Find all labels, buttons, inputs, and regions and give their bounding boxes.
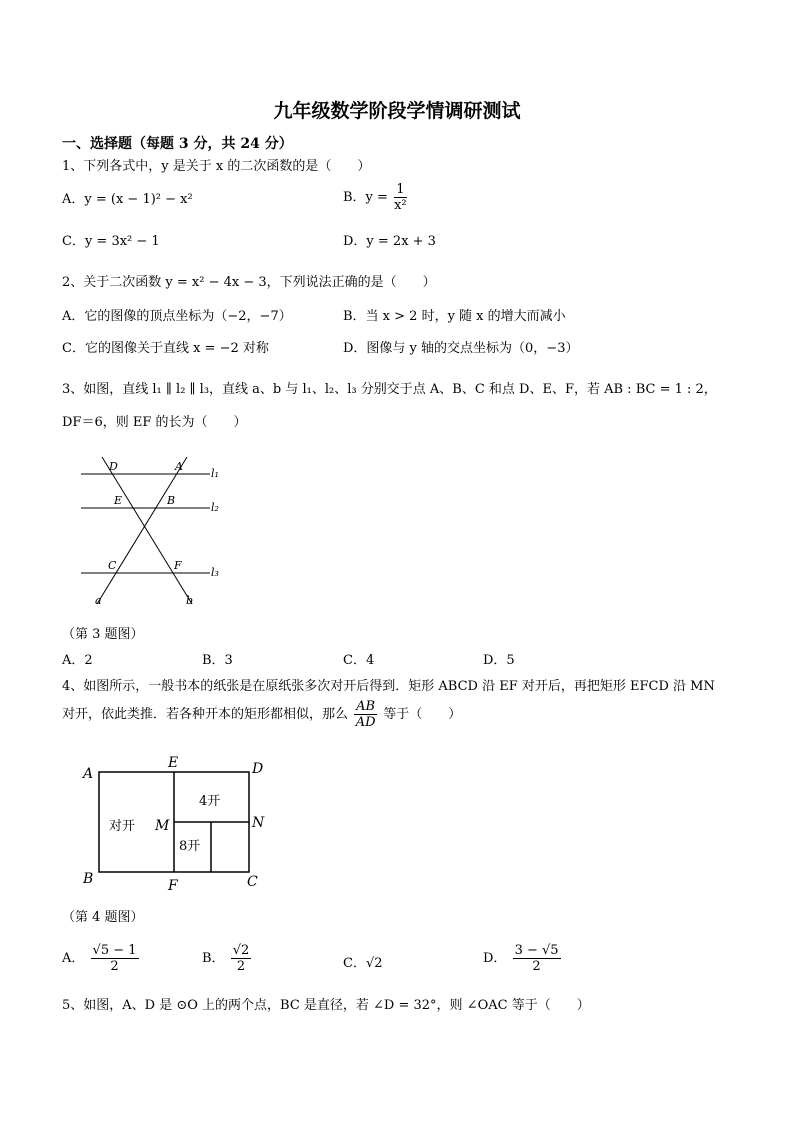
fig3-label-f: F (174, 559, 182, 572)
q1-stem: 1、下列各式中，y 是关于 x 的二次函数的是（ ） (62, 159, 371, 174)
fig4-label-m: M (155, 818, 170, 834)
fig4-label-a: A (83, 766, 94, 782)
fig3-label-l2: l₂ (211, 501, 219, 514)
q4-b-fraction (231, 943, 252, 974)
q4-stem-fraction (354, 699, 377, 730)
q3-caption: （第 3 题图） (62, 627, 144, 642)
fig4-label-e: E (168, 755, 179, 771)
q4-frac-numerator: AB (356, 699, 376, 714)
line-a (97, 457, 187, 604)
q4-a-label: A． (62, 951, 85, 966)
q3-stem-line2: DF＝6，则 EF 的长为（ ） (62, 415, 247, 430)
q1-option-c: C．y = 3x² − 1 (62, 234, 160, 249)
section-heading: 一、选择题（每题 3 分，共 24 分） (62, 136, 293, 152)
q4-b-label: B． (202, 951, 225, 966)
q3-option-d: D．5 (483, 653, 515, 668)
fig4-label-n: N (252, 815, 265, 831)
q4-b-numerator: √2 (232, 943, 250, 958)
q4-option-a (62, 943, 141, 974)
q4-a-numerator: √5 − 1 (92, 943, 137, 958)
q4-caption: （第 4 题图） (62, 910, 144, 925)
q4-a-fraction (91, 943, 139, 974)
fig4-label-f: F (168, 878, 178, 894)
q1-option-b-fraction (394, 182, 407, 213)
q1-option-d: D．y = 2x + 3 (343, 234, 436, 249)
page-title: 九年级数学阶段学情调研测试 (273, 100, 521, 122)
q2-option-c: C．它的图像关于直线 x = −2 对称 (62, 341, 269, 356)
q2-option-d: D．图像与 y 轴的交点坐标为（0，−3） (343, 341, 579, 356)
fig3-label-b: B (167, 494, 176, 507)
q4-a-denominator: 2 (110, 959, 119, 974)
q1-option-b-prefix: B．y = (343, 190, 388, 205)
fig4-label-d: D (252, 761, 264, 777)
q1-b-numerator: 1 (394, 182, 407, 198)
fig3-label-a-line: a (95, 594, 102, 607)
fig4-label-b: B (83, 871, 94, 887)
q1-option-b (343, 182, 409, 213)
q3-option-c: C．4 (343, 653, 375, 668)
q4-option-d (483, 943, 563, 974)
q4-stem-line2 (62, 699, 461, 730)
fig3-label-a: A (175, 460, 183, 473)
fig4-half: 对开 (109, 819, 136, 834)
q1-b-denominator: x² (394, 198, 407, 213)
q3-figure (75, 452, 235, 612)
fig3-label-e: E (114, 494, 123, 507)
q4-stem-post: 等于（ ） (383, 707, 462, 722)
q2-option-b: B．当 x > 2 时，y 随 x 的增大而减小 (343, 309, 566, 324)
q2-stem: 2、关于二次函数 y = x² − 4x − 3，下列说法正确的是（ ） (62, 275, 436, 290)
q4-frac-denominator: AD (355, 715, 376, 730)
q3-option-b: B．3 (202, 653, 233, 668)
q4-b-denominator: 2 (236, 959, 246, 974)
fig3-label-b-line: b (186, 594, 194, 607)
q5-stem: 5、如图，A、D 是 ⊙O 上的两个点，BC 是直径，若 ∠D = 32°，则 ∠OAC 等于（ ） (62, 998, 590, 1013)
q4-d-fraction (513, 943, 561, 974)
q4-d-label: D． (483, 951, 507, 966)
fig4-eight: 8开 (179, 839, 201, 854)
q4-d-denominator: 2 (532, 959, 541, 974)
q2-option-a: A．它的图像的顶点坐标为（−2，−7） (62, 309, 292, 324)
q4-stem-pre: 对开，依此类推．若各种开本的矩形都相似，那么 (62, 707, 349, 722)
fig4-label-c: C (247, 874, 258, 890)
q4-option-b (202, 943, 253, 974)
fig3-label-l3: l₃ (211, 566, 219, 579)
q3-stem-line1: 3、如图，直线 l₁ ∥ l₂ ∥ l₃，直线 a、b 与 l₁、l₂、l₃ 分别交于点 A、B、C 和点 D、E、F，若 AB : BC = 1 : 2， (62, 382, 717, 397)
q4-d-numerator: 3 − √5 (514, 943, 559, 958)
q4-figure (75, 752, 275, 897)
q1-option-a: A．y = (x − 1)² − x² (62, 192, 193, 207)
q4-option-c: C．√2 (343, 956, 383, 971)
fig4-four: 4开 (199, 794, 221, 809)
line-b (102, 457, 192, 604)
q3-option-a: A．2 (62, 653, 93, 668)
fig3-label-c: C (108, 559, 117, 572)
fig3-label-l1: l₁ (211, 467, 219, 480)
q4-stem-line1: 4、如图所示，一般书本的纸张是在原纸张多次对开后得到．矩形 ABCD 沿 EF 对开后，再把矩形 EFCD 沿 MN (62, 679, 715, 694)
fig3-label-d: D (109, 460, 118, 473)
